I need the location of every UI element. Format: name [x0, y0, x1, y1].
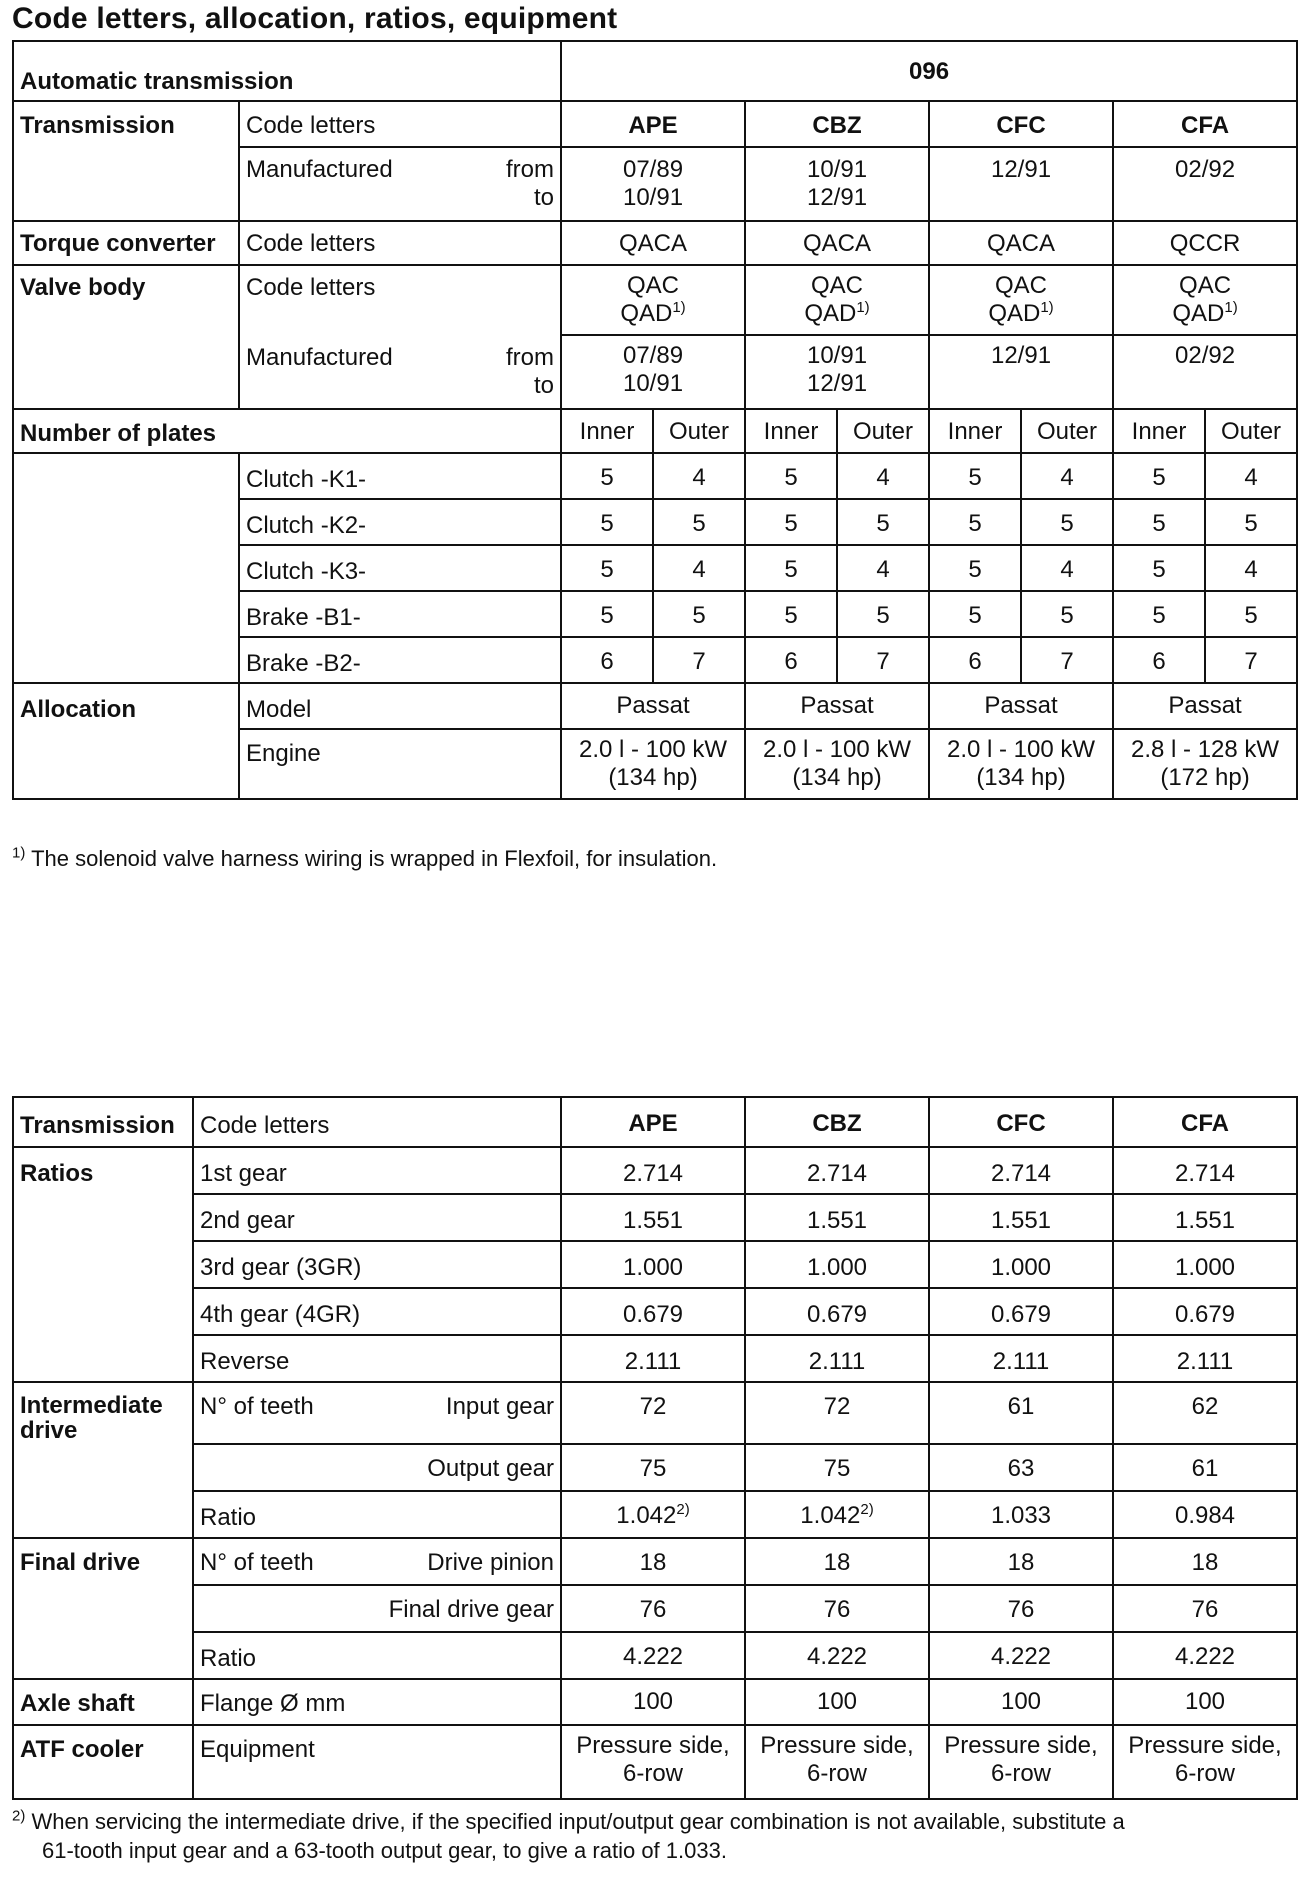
plate-value: 5 — [745, 545, 837, 591]
plate-value: 5 — [1113, 453, 1205, 499]
plate-value: 4 — [1021, 453, 1113, 499]
plate-name: Clutch -K2- — [239, 499, 561, 545]
valve-code-2: QAD — [1172, 299, 1225, 327]
ratios-table — [12, 1096, 1298, 1800]
ratio-value: 0.679 — [561, 1288, 745, 1335]
plate-value: 6 — [929, 637, 1021, 683]
plate-value: 4 — [653, 545, 745, 591]
mfg-from: 12/91 — [990, 342, 1052, 369]
ratio-value: 1.000 — [561, 1241, 745, 1288]
inner-header: Inner — [561, 409, 653, 453]
axle-row — [13, 1679, 1297, 1725]
ratio-value: 2.111 — [1113, 1335, 1297, 1382]
plate-value: 5 — [561, 591, 653, 637]
valve-code-2: QAD — [620, 299, 673, 327]
output-gear-label: Output gear — [403, 1444, 561, 1491]
blank-cell — [13, 591, 239, 637]
engine-hp: (134 hp) — [976, 763, 1066, 791]
intermediate-output-row — [13, 1444, 1297, 1491]
ratio-value: 2.111 — [929, 1335, 1113, 1382]
valve-manufactured-cell — [239, 335, 561, 409]
mfg-to: 12/91 — [806, 369, 868, 397]
blank-cell — [13, 1632, 193, 1679]
final-ratio-row — [13, 1632, 1297, 1679]
teeth-label: N° of teeth — [193, 1538, 403, 1585]
outer-header: Outer — [1205, 409, 1297, 453]
blank-cell — [13, 1288, 193, 1335]
outer-header: Outer — [653, 409, 745, 453]
flange-value: 100 — [561, 1679, 745, 1725]
ratio-row — [13, 1288, 1297, 1335]
ratio-value: 0.984 — [1113, 1491, 1297, 1538]
to-label: to — [534, 183, 555, 211]
ratio-value: 0.679 — [929, 1288, 1113, 1335]
ratio-value: 1.042 — [800, 1502, 861, 1530]
ratio-row — [13, 1147, 1297, 1194]
mfg-from: 07/89 — [622, 156, 684, 183]
ratio-value: 1.000 — [1113, 1241, 1297, 1288]
valve-code-1: QAC — [995, 272, 1048, 299]
atf-value-1: Pressure side, — [1128, 1732, 1282, 1760]
code-letters-label: Code letters — [239, 101, 561, 147]
engine-hp: (134 hp) — [608, 763, 698, 791]
blank-cell — [13, 1194, 193, 1241]
gear-value: 76 — [561, 1585, 745, 1632]
plate-value: 5 — [745, 591, 837, 637]
transmission-code-row — [13, 101, 1297, 147]
plate-value: 7 — [837, 637, 929, 683]
final-gear-row — [13, 1585, 1297, 1632]
auto-value: 096 — [561, 41, 1297, 101]
blank-cell — [13, 1241, 193, 1288]
blank-cell — [13, 1491, 193, 1538]
ratio-value: 1.551 — [1113, 1194, 1297, 1241]
blank-cell — [13, 1585, 193, 1632]
footnote-mark: 1) — [12, 844, 26, 862]
code-cbz: CBZ — [745, 1097, 929, 1147]
manufactured-cell — [239, 147, 561, 221]
input-value: 62 — [1113, 1382, 1297, 1444]
plate-row — [13, 499, 1297, 545]
gear-name: 3rd gear (3GR) — [193, 1241, 561, 1288]
engine-spec: 2.8 l - 128 kW — [1131, 736, 1280, 763]
plate-value: 5 — [1021, 591, 1113, 637]
allocation-engine-row — [13, 729, 1297, 799]
torque-value: QACA — [745, 221, 929, 265]
mfg-from: 02/92 — [1175, 156, 1236, 183]
final-drive-label: Final drive — [13, 1538, 193, 1585]
ratio-row — [13, 1241, 1297, 1288]
ratio-value: 4.222 — [561, 1632, 745, 1679]
mfg-from: 10/91 — [806, 156, 868, 183]
valve-code-1: QAC — [1179, 272, 1232, 299]
input-value: 72 — [561, 1382, 745, 1444]
manufactured-label: Manufactured — [246, 344, 393, 371]
code-cfc: CFC — [929, 1097, 1113, 1147]
ratio-value: 0.679 — [1113, 1288, 1297, 1335]
input-value: 61 — [929, 1382, 1113, 1444]
code-letters-label: Code letters — [193, 1097, 561, 1147]
model-value: Passat — [929, 683, 1113, 729]
intermediate-ratio-row — [13, 1491, 1297, 1538]
output-value: 63 — [929, 1444, 1113, 1491]
plate-row — [13, 453, 1297, 499]
ratio-value: 1.551 — [745, 1194, 929, 1241]
plate-value: 5 — [929, 453, 1021, 499]
mfg-from: 12/91 — [990, 156, 1052, 183]
ratio-value: 1.551 — [929, 1194, 1113, 1241]
footnote-ref: 1) — [856, 298, 870, 316]
intermediate-input-row — [13, 1382, 1297, 1444]
engine-spec: 2.0 l - 100 kW — [578, 736, 728, 763]
plate-name: Clutch -K3- — [239, 545, 561, 591]
plate-value: 5 — [929, 499, 1021, 545]
plate-value: 6 — [745, 637, 837, 683]
atf-value-2: 6-row — [1174, 1759, 1235, 1787]
input-value: 72 — [745, 1382, 929, 1444]
input-gear-label: Input gear — [403, 1382, 561, 1444]
blank-cell — [13, 545, 239, 591]
atf-row — [13, 1725, 1297, 1799]
final-drive-gear-label: Final drive gear — [193, 1585, 561, 1632]
plate-value: 5 — [745, 453, 837, 499]
plate-value: 6 — [561, 637, 653, 683]
plate-value: 7 — [1021, 637, 1113, 683]
atf-value-2: 6-row — [622, 1759, 683, 1787]
ratio-value: 2.714 — [1113, 1147, 1297, 1194]
footnote-2 — [12, 1808, 1125, 1865]
atf-value-1: Pressure side, — [760, 1732, 914, 1760]
plate-value: 5 — [837, 591, 929, 637]
footnote-text: The solenoid valve harness wiring is wrapped in Flexfoil, for insulation. — [31, 846, 718, 871]
engine-spec: 2.0 l - 100 kW — [762, 736, 912, 763]
model-value: Passat — [561, 683, 745, 729]
ratio-value: 1.000 — [929, 1241, 1113, 1288]
ratio-value: 2.111 — [745, 1335, 929, 1382]
plate-value: 4 — [837, 453, 929, 499]
plate-value: 4 — [1205, 545, 1297, 591]
flange-value: 100 — [1113, 1679, 1297, 1725]
plate-row — [13, 591, 1297, 637]
footnote-ref: 2) — [860, 1501, 874, 1519]
transmission-label: Transmission — [13, 1097, 193, 1147]
plate-row — [13, 545, 1297, 591]
blank-cell — [13, 453, 239, 499]
gear-value: 76 — [929, 1585, 1113, 1632]
allocation-model-row — [13, 683, 1297, 729]
code-letters-table — [12, 40, 1298, 800]
plate-value: 5 — [561, 545, 653, 591]
model-value: Passat — [1113, 683, 1297, 729]
plate-name: Brake -B2- — [239, 637, 561, 683]
ratio-label: Ratio — [193, 1491, 561, 1538]
manufactured-row — [13, 147, 1297, 221]
mfg-to: 10/91 — [622, 369, 684, 397]
auto-label: Automatic transmission — [13, 41, 561, 101]
plate-value: 7 — [653, 637, 745, 683]
model-value: Passat — [745, 683, 929, 729]
code-cbz: CBZ — [745, 101, 929, 147]
drive-pinion-label: Drive pinion — [403, 1538, 561, 1585]
ratio-value: 2.714 — [745, 1147, 929, 1194]
valve-code-cell — [1113, 265, 1297, 335]
ratio-row — [13, 1194, 1297, 1241]
inner-header: Inner — [745, 409, 837, 453]
footnote-mark: 2) — [12, 1807, 26, 1825]
plate-value: 4 — [653, 453, 745, 499]
manufactured-label: Manufactured — [246, 156, 393, 183]
valve-code-cell — [561, 265, 745, 335]
blank-cell — [13, 1335, 193, 1382]
mfg-from: 02/92 — [1175, 342, 1236, 369]
ratio-value: 1.000 — [745, 1241, 929, 1288]
blank-cell — [13, 729, 239, 799]
plate-value: 5 — [561, 453, 653, 499]
ratio-value: 4.222 — [745, 1632, 929, 1679]
output-value: 75 — [745, 1444, 929, 1491]
flange-value: 100 — [745, 1679, 929, 1725]
valve-code-2: QAD — [988, 299, 1041, 327]
footnote-text-1: When servicing the intermediate drive, if the specified input/output gear combination is not available, substitute a — [31, 1809, 1125, 1834]
plate-name: Brake -B1- — [239, 591, 561, 637]
valve-code-1: QAC — [627, 272, 680, 299]
torque-value: QCCR — [1113, 221, 1297, 265]
page-title: Code letters, allocation, ratios, equipment — [12, 2, 618, 35]
outer-header: Outer — [1021, 409, 1113, 453]
pinion-value: 18 — [745, 1538, 929, 1585]
gear-name: 1st gear — [193, 1147, 561, 1194]
atf-value-2: 6-row — [806, 1759, 867, 1787]
from-label: from — [506, 344, 555, 371]
engine-hp: (172 hp) — [1160, 763, 1250, 791]
plate-value: 4 — [1021, 545, 1113, 591]
gear-name: Reverse — [193, 1335, 561, 1382]
plate-value: 5 — [929, 591, 1021, 637]
plate-value: 5 — [745, 499, 837, 545]
plate-value: 5 — [1205, 591, 1297, 637]
plate-value: 5 — [929, 545, 1021, 591]
flange-label: Flange Ø mm — [193, 1679, 561, 1725]
mfg-to: 10/91 — [622, 183, 684, 211]
code-ape: APE — [561, 101, 745, 147]
code-cfa: CFA — [1113, 1097, 1297, 1147]
blank-cell — [13, 335, 239, 409]
plate-value: 5 — [653, 499, 745, 545]
plate-value: 5 — [653, 591, 745, 637]
allocation-label: Allocation — [13, 683, 239, 729]
ratios-label: Ratios — [13, 1147, 193, 1194]
axle-label: Axle shaft — [13, 1679, 193, 1725]
gear-value: 76 — [745, 1585, 929, 1632]
transmission-label: Transmission — [13, 101, 239, 147]
final-pinion-row — [13, 1538, 1297, 1585]
gear-name: 4th gear (4GR) — [193, 1288, 561, 1335]
gear-value: 76 — [1113, 1585, 1297, 1632]
mfg-from: 10/91 — [806, 342, 868, 369]
plate-name: Clutch -K1- — [239, 453, 561, 499]
gear-name: 2nd gear — [193, 1194, 561, 1241]
plate-value: 4 — [837, 545, 929, 591]
output-value: 61 — [1113, 1444, 1297, 1491]
plate-value: 7 — [1205, 637, 1297, 683]
torque-row — [13, 221, 1297, 265]
footnote-ref: 1) — [1224, 298, 1238, 316]
blank-cell — [193, 1444, 403, 1491]
plates-label: Number of plates — [13, 409, 561, 453]
engine-label: Engine — [239, 729, 561, 799]
transmission-row — [13, 1097, 1297, 1147]
ratio-value: 2.714 — [929, 1147, 1113, 1194]
ratio-value: 1.551 — [561, 1194, 745, 1241]
auto-row — [13, 41, 1297, 101]
ratio-label: Ratio — [193, 1632, 561, 1679]
plate-value: 5 — [1113, 499, 1205, 545]
pinion-value: 18 — [1113, 1538, 1297, 1585]
code-cfc: CFC — [929, 101, 1113, 147]
pinion-value: 18 — [929, 1538, 1113, 1585]
ratio-value: 4.222 — [1113, 1632, 1297, 1679]
code-ape: APE — [561, 1097, 745, 1147]
plate-value: 5 — [1113, 545, 1205, 591]
mfg-from: 07/89 — [622, 342, 684, 369]
valve-code-cell — [745, 265, 929, 335]
valve-code-label: Code letters — [239, 265, 561, 335]
plate-value: 5 — [1205, 499, 1297, 545]
atf-value-2: 6-row — [990, 1759, 1051, 1787]
atf-value-1: Pressure side, — [944, 1732, 1098, 1760]
valve-code-row — [13, 265, 1297, 335]
flange-value: 100 — [929, 1679, 1113, 1725]
plate-value: 6 — [1113, 637, 1205, 683]
inner-header: Inner — [1113, 409, 1205, 453]
ratio-value: 0.679 — [745, 1288, 929, 1335]
intermediate-label: Intermediate drive — [13, 1382, 193, 1444]
plate-value: 5 — [1021, 499, 1113, 545]
blank-cell — [13, 147, 239, 221]
torque-code-label: Code letters — [239, 221, 561, 265]
valve-code-2: QAD — [804, 299, 857, 327]
plate-value: 5 — [561, 499, 653, 545]
torque-value: QACA — [561, 221, 745, 265]
footnote-1 — [12, 846, 717, 872]
model-label: Model — [239, 683, 561, 729]
footnote-ref: 1) — [672, 298, 686, 316]
blank-cell — [13, 499, 239, 545]
atf-label: ATF cooler — [13, 1725, 193, 1799]
to-label: to — [534, 371, 555, 399]
ratio-value: 2.714 — [561, 1147, 745, 1194]
output-value: 75 — [561, 1444, 745, 1491]
torque-value: QACA — [929, 221, 1113, 265]
from-label: from — [506, 156, 555, 183]
plate-value: 5 — [1113, 591, 1205, 637]
plate-row — [13, 637, 1297, 683]
equipment-label: Equipment — [193, 1725, 561, 1799]
plate-value: 5 — [837, 499, 929, 545]
blank-cell — [13, 1444, 193, 1491]
valve-manufactured-row — [13, 335, 1297, 409]
valve-code-1: QAC — [811, 272, 864, 299]
inner-header: Inner — [929, 409, 1021, 453]
plates-header-row — [13, 409, 1297, 453]
teeth-label: N° of teeth — [193, 1382, 403, 1444]
code-cfa: CFA — [1113, 101, 1297, 147]
mfg-to: 12/91 — [806, 183, 868, 211]
blank-cell — [13, 637, 239, 683]
ratio-value: 1.042 — [616, 1502, 677, 1530]
plate-value: 4 — [1205, 453, 1297, 499]
footnote-ref: 2) — [676, 1501, 690, 1519]
torque-label: Torque converter — [13, 221, 239, 265]
ratio-value: 1.033 — [929, 1491, 1113, 1538]
valve-label: Valve body — [13, 265, 239, 335]
ratio-value: 4.222 — [929, 1632, 1113, 1679]
valve-code-cell — [929, 265, 1113, 335]
atf-value-1: Pressure side, — [576, 1732, 730, 1760]
ratio-row — [13, 1335, 1297, 1382]
footnote-ref: 1) — [1040, 298, 1054, 316]
engine-spec: 2.0 l - 100 kW — [946, 736, 1096, 763]
pinion-value: 18 — [561, 1538, 745, 1585]
ratio-value: 2.111 — [561, 1335, 745, 1382]
engine-hp: (134 hp) — [792, 763, 882, 791]
footnote-text-2: 61-tooth input gear and a 63-tooth output gear, to give a ratio of 1.033. — [42, 1837, 727, 1863]
outer-header: Outer — [837, 409, 929, 453]
